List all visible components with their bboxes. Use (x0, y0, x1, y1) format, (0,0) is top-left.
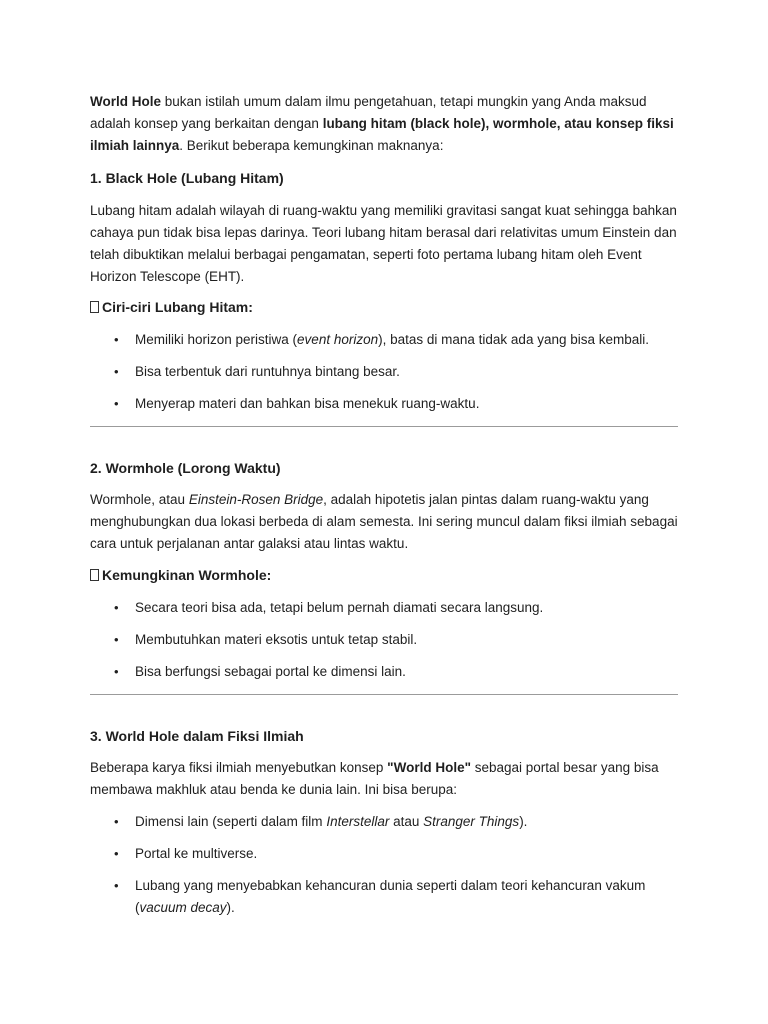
paragraph-text: Beberapa karya fiksi ilmiah menyebutkan konsep (90, 760, 388, 775)
list-item (90, 597, 678, 619)
checkbox-glyph-icon (90, 301, 99, 313)
list-text: Bisa terbentuk dari runtuhnya bintang besar. (135, 364, 400, 379)
section3-list-3 (90, 875, 678, 919)
list-text: Portal ke multiverse. (135, 846, 258, 861)
bullet-icon: • (114, 600, 119, 615)
list-item (90, 393, 678, 415)
section2-list-2 (90, 629, 678, 651)
bullet-icon: • (114, 878, 119, 893)
bullet-icon: • (114, 632, 119, 647)
section2-subheading-text: Kemungkinan Wormhole: (102, 567, 272, 583)
section2-subheading (90, 565, 678, 585)
list-item (90, 811, 678, 833)
list-emphasis: event horizon (297, 332, 379, 347)
list-text: Menyerap materi dan bahkan bisa menekuk ruang-waktu. (135, 396, 480, 411)
section1-list (90, 329, 678, 351)
intro-highlight: lubang hitam (black hole), wormhole, atau konsep fiksi ilmiah lainnya (90, 116, 674, 153)
section2-list-3 (90, 661, 678, 683)
section1-paragraph: Lubang hitam adalah wilayah di ruang-waktu yang memiliki gravitasi sangat kuat sehingga bahkan cahaya pun tidak bisa lepas darinya. Teori lubang hitam berasal dari relativitas umum Einstein dan telah dibuktikan melalui berbagai pengamatan, seperti foto pertama lubang hitam oleh Event Horizon Telescope (EHT). (90, 203, 677, 284)
paragraph-emphasis: Einstein-Rosen Bridge (188, 492, 324, 507)
paragraph-text: sebagai portal besar yang bisa membawa makhluk atau benda ke dunia lain. Ini bisa berupa: (90, 760, 659, 797)
list-emphasis: vacuum decay (139, 900, 227, 915)
paragraph-text: , adalah hipotetis jalan pintas dalam ruang-waktu yang menghubungkan dua lokasi berbeda di alam semesta. Ini sering muncul dalam fiksi ilmiah sebagai cara untuk perjalanan antar galaksi atau lintas waktu. (90, 492, 678, 551)
section2-paragraph (90, 489, 678, 555)
intro-text-end: . Berikut beberapa kemungkinan maknanya: (179, 138, 444, 153)
list-item (90, 843, 678, 865)
section3-list-2 (90, 843, 678, 865)
list-text: Secara teori bisa ada, tetapi belum pernah diamati secara langsung. (135, 600, 544, 615)
list-item (90, 629, 678, 651)
list-item (90, 875, 678, 919)
list-text: ). (226, 900, 235, 915)
bullet-icon: • (114, 332, 119, 347)
section1-list-2 (90, 361, 678, 383)
list-item (90, 661, 678, 683)
section3-heading: 3. World Hole dalam Fiksi Ilmiah (90, 728, 304, 744)
bullet-icon: • (114, 396, 119, 411)
intro-paragraph (90, 91, 678, 157)
list-item (90, 361, 678, 383)
checkbox-glyph-icon (90, 569, 99, 581)
section1-subheading-text: Ciri-ciri Lubang Hitam: (102, 299, 253, 315)
bullet-icon: • (114, 846, 119, 861)
divider (90, 694, 678, 695)
intro-term: World Hole (90, 94, 162, 109)
list-emphasis: Stranger Things (423, 814, 520, 829)
paragraph-bold: "World Hole" (387, 760, 471, 775)
paragraph-text: Wormhole, atau (90, 492, 189, 507)
list-text: Dimensi lain (seperti dalam film (135, 814, 327, 829)
list-text: Lubang yang menyebabkan kehancuran dunia seperti dalam teori kehancuran vakum ( (135, 878, 646, 915)
section1-subheading (90, 297, 678, 317)
divider (90, 426, 678, 427)
list-emphasis: Interstellar (326, 814, 390, 829)
list-text: Membutuhkan materi eksotis untuk tetap stabil. (135, 632, 418, 647)
section3-list (90, 811, 678, 833)
list-text: ). (519, 814, 528, 829)
list-item (90, 329, 678, 351)
section3-paragraph (90, 757, 678, 801)
section2-heading: 2. Wormhole (Lorong Waktu) (90, 460, 281, 476)
intro-text: bukan istilah umum dalam ilmu pengetahuan, tetapi mungkin yang Anda maksud adalah konsep yang berkaitan dengan (90, 94, 647, 131)
list-text: atau (389, 814, 424, 829)
section2-list (90, 597, 678, 619)
bullet-icon: • (114, 364, 119, 379)
bullet-icon: • (114, 814, 119, 829)
section1-list-3 (90, 393, 678, 415)
section1-heading: 1. Black Hole (Lubang Hitam) (90, 170, 284, 186)
bullet-icon: • (114, 664, 119, 679)
list-text: ), batas di mana tidak ada yang bisa kembali. (378, 332, 650, 347)
list-text: Bisa berfungsi sebagai portal ke dimensi lain. (135, 664, 406, 679)
list-text: Memiliki horizon peristiwa ( (135, 332, 298, 347)
